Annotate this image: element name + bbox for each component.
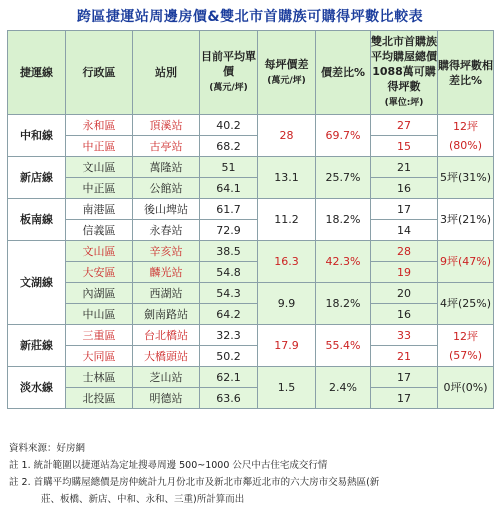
table-row [8,388,494,409]
ratio-cell: 18.2% [316,283,371,325]
ping-diff-cell: 9坪(47%) [438,241,494,283]
station-cell: 辛亥站 [133,241,200,262]
price-cell: 54.8 [200,262,258,283]
ratio-cell: 55.4% [316,325,371,367]
afford-cell: 15 [371,136,438,157]
district-cell: 大同區 [66,346,133,367]
table-row [8,262,494,283]
header-afford: 雙北市首購族平均購屋總價1088萬可購得坪數 (單位:坪) [371,31,438,115]
price-cell: 54.3 [200,283,258,304]
afford-cell: 28 [371,241,438,262]
diff-cell: 16.3 [258,241,316,283]
station-cell: 明德站 [133,388,200,409]
price-cell: 72.9 [200,220,258,241]
station-cell: 永春站 [133,220,200,241]
district-cell: 中正區 [66,136,133,157]
afford-cell: 19 [371,262,438,283]
ratio-cell: 69.7% [316,115,371,157]
district-cell: 信義區 [66,220,133,241]
header-diff: 每坪價差 (萬元/坪) [258,31,316,115]
afford-cell: 21 [371,346,438,367]
source-note: 資料來源：好房網 [9,443,86,454]
station-cell: 後山埤站 [133,199,200,220]
station-cell: 萬隆站 [133,157,200,178]
header-ratio: 價差比% [316,31,371,115]
table-row [8,157,494,178]
ratio-cell: 42.3% [316,241,371,283]
station-cell: 芝山站 [133,367,200,388]
district-cell: 中山區 [66,304,133,325]
station-cell: 台北橋站 [133,325,200,346]
afford-cell: 16 [371,304,438,325]
price-cell: 63.6 [200,388,258,409]
header-row [8,31,494,115]
line-cell: 中和線 [8,115,66,157]
station-cell: 大橋頭站 [133,346,200,367]
header-line: 捷運線 [8,31,66,115]
price-cell: 50.2 [200,346,258,367]
table-row [8,199,494,220]
ping-diff-cell: 0坪(0%) [438,367,494,409]
price-cell: 40.2 [200,115,258,136]
note-2-continued: 莊、板橋、新店、中和、永和、三重)所計算而出 [41,494,245,505]
table-row [8,220,494,241]
price-cell: 64.1 [200,178,258,199]
station-cell: 麟光站 [133,262,200,283]
afford-cell: 14 [371,220,438,241]
line-cell: 新莊線 [8,325,66,367]
price-cell: 62.1 [200,367,258,388]
diff-cell: 13.1 [258,157,316,199]
ping-diff-cell: 5坪(31%) [438,157,494,199]
header-station: 站別 [133,31,200,115]
diff-cell: 1.5 [258,367,316,409]
afford-cell: 17 [371,388,438,409]
afford-cell: 16 [371,178,438,199]
station-cell: 古亭站 [133,136,200,157]
diff-cell: 9.9 [258,283,316,325]
table-row [8,136,494,157]
table-row [8,346,494,367]
table-body [8,115,494,409]
district-cell: 永和區 [66,115,133,136]
ping-diff-cell: 4坪(25%) [438,283,494,325]
line-cell: 新店線 [8,157,66,199]
line-cell: 文湖線 [8,241,66,325]
price-cell: 61.7 [200,199,258,220]
station-cell: 劍南路站 [133,304,200,325]
district-cell: 內湖區 [66,283,133,304]
ping-diff-cell: 12坪(57%) [438,325,494,367]
price-cell: 38.5 [200,241,258,262]
header-price: 目前平均單價 (萬元/坪) [200,31,258,115]
price-cell: 68.2 [200,136,258,157]
diff-cell: 11.2 [258,199,316,241]
table-row [8,115,494,136]
district-cell: 中正區 [66,178,133,199]
district-cell: 文山區 [66,241,133,262]
district-cell: 北投區 [66,388,133,409]
afford-cell: 27 [371,115,438,136]
table-row [8,178,494,199]
table-row [8,304,494,325]
ratio-cell: 2.4% [316,367,371,409]
district-cell: 大安區 [66,262,133,283]
line-cell: 板南線 [8,199,66,241]
district-cell: 南港區 [66,199,133,220]
page-title: 跨區捷運站周邊房價&雙北市首購族可購得坪數比較表 [76,9,424,25]
station-cell: 頂溪站 [133,115,200,136]
comparison-table [7,30,494,409]
ping-diff-cell: 12坪(80%) [438,115,494,157]
notes [9,440,495,508]
afford-cell: 20 [371,283,438,304]
header-district: 行政區 [66,31,133,115]
district-cell: 三重區 [66,325,133,346]
note-1: 註 1. 統計範圍以捷運站為定址搜尋周邊 500~1000 公尺中古住宅成交行情 [9,460,328,471]
table-row [8,283,494,304]
line-cell: 淡水線 [8,367,66,409]
table-row [8,241,494,262]
header-ping-diff: 購得坪數相差比% [438,31,494,115]
station-cell: 公館站 [133,178,200,199]
afford-cell: 21 [371,157,438,178]
afford-cell: 17 [371,367,438,388]
price-cell: 51 [200,157,258,178]
afford-cell: 17 [371,199,438,220]
ping-diff-cell: 3坪(21%) [438,199,494,241]
table-row [8,325,494,346]
district-cell: 士林區 [66,367,133,388]
price-cell: 32.3 [200,325,258,346]
ratio-cell: 25.7% [316,157,371,199]
table-row [8,367,494,388]
note-2: 註 2. 首購平均購屋總價是房仲統計九月份北市及新北市鄰近北市的六大房市交易熱區(新 [9,477,380,488]
district-cell: 文山區 [66,157,133,178]
ratio-cell: 18.2% [316,199,371,241]
diff-cell: 17.9 [258,325,316,367]
diff-cell: 28 [258,115,316,157]
station-cell: 西湖站 [133,283,200,304]
price-cell: 64.2 [200,304,258,325]
afford-cell: 33 [371,325,438,346]
